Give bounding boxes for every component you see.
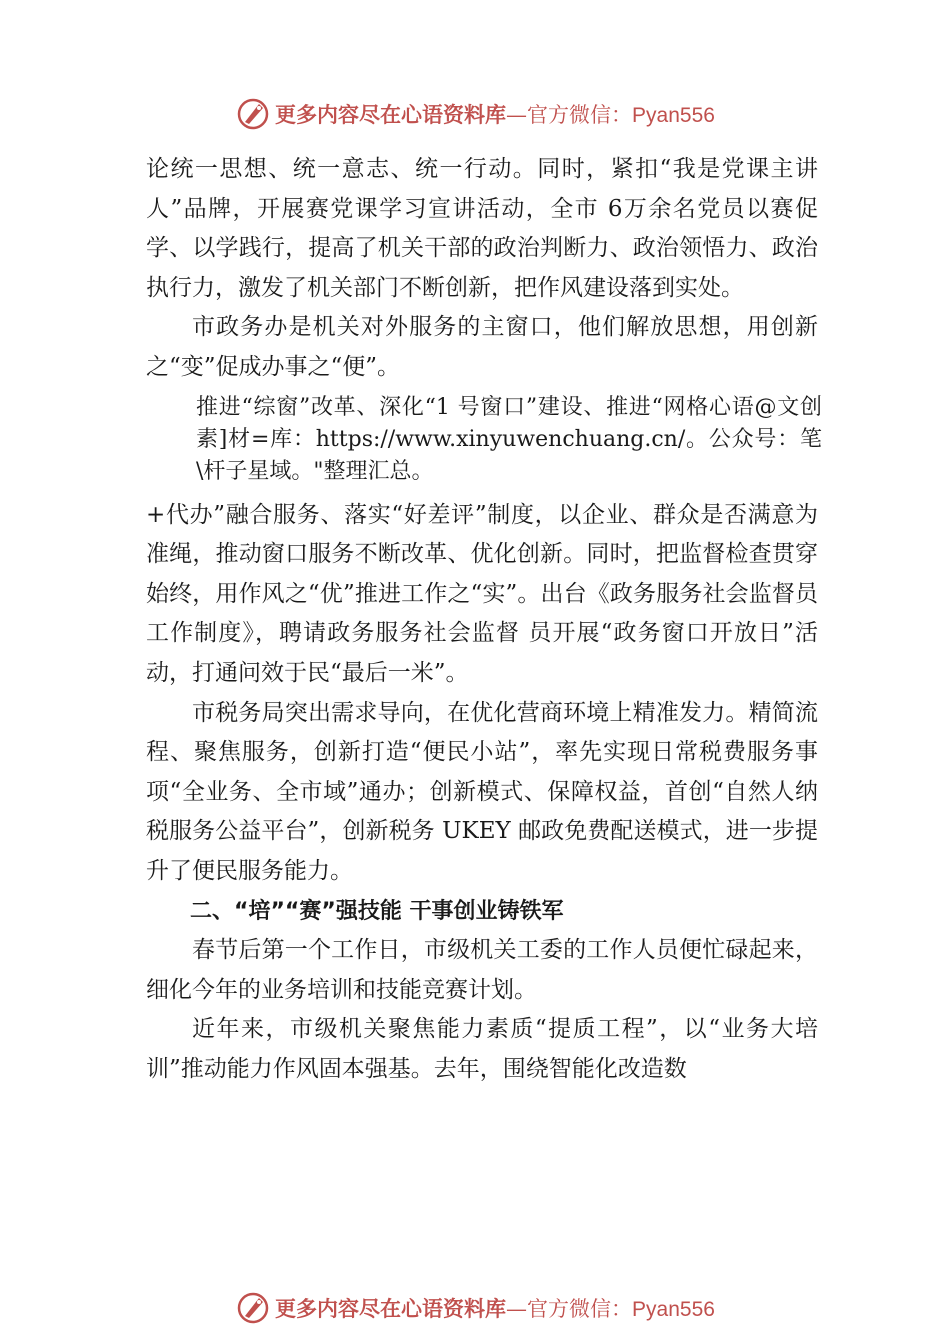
pen-nib-logo-icon — [235, 1290, 271, 1326]
document-body — [146, 150, 822, 1089]
paragraph-5: 春节后第一个工作日，市级机关工委的工作人员便忙碌起来，细化今年的业务培训和技能竞赛计划。 — [146, 937, 818, 1003]
watermark-text: 更多内容尽在心语资料库—官方微信：Pyan556 — [275, 1296, 715, 1321]
paragraph-4: 市税务局突出需求导向，在优化营商环境上精准发力。精简流程、聚焦服务，创新打造“便民小站”，率先实现日常税费服务事项“全业务、全市域”通办；创新模式、保障权益，首创“自然人纳税服务公益平台”，创新税务 UKEY 邮政免费配送模式，进一步提升了便民服务能力。 — [146, 699, 818, 884]
paragraph-6: 近年来，市级机关聚焦能力素质“提质工程”，以“业务大培训”推动能力作风固本强基。去年，围绕智能化改造数 — [146, 1016, 818, 1082]
paragraph-1: 论统一思想、统一意志、统一行动。同时，紧扣“我是党课主讲人”品牌，开展赛党课学习宣讲活动，全市 6万余名党员以赛促学、以学践行，提高了机关干部的政治判断力、政治领悟力、政治执行力，激发了机关部门不断创新，把作风建设落到实处。 — [146, 156, 818, 301]
watermark-inset-paragraph: 推进“综窗”改革、深化“1 号窗口”建设、推进“网格心语@文创素]材=库：https://www.xinyuwenchuang.cn/。公众号：笔\杆子星域。"整理汇总。 — [196, 394, 822, 484]
section-heading: 二、“培”“赛”强技能 干事创业铸铁军 — [190, 898, 564, 924]
pen-nib-logo-icon — [235, 96, 271, 132]
watermark-text: 更多内容尽在心语资料库—官方微信：Pyan556 — [275, 102, 715, 127]
footer-watermark-banner — [0, 1288, 950, 1328]
paragraph-3: +代办”融合服务、落实“好差评”制度，以企业、群众是否满意为准绳，推动窗口服务不断改革、优化创新。同时，把监督检查贯穿始终，用作风之“优”推进工作之“实”。出台《政务服务社会监督员工作制度》，聘请政务服务社会监督 员开展“政务窗口开放日”活动，打通问效于民“最后一米”。 — [146, 501, 818, 686]
header-watermark-banner — [0, 94, 950, 134]
paragraph-2: 市政务办是机关对外服务的主窗口，他们解放思想，用创新之“变”促成办事之“便”。 — [146, 314, 818, 380]
